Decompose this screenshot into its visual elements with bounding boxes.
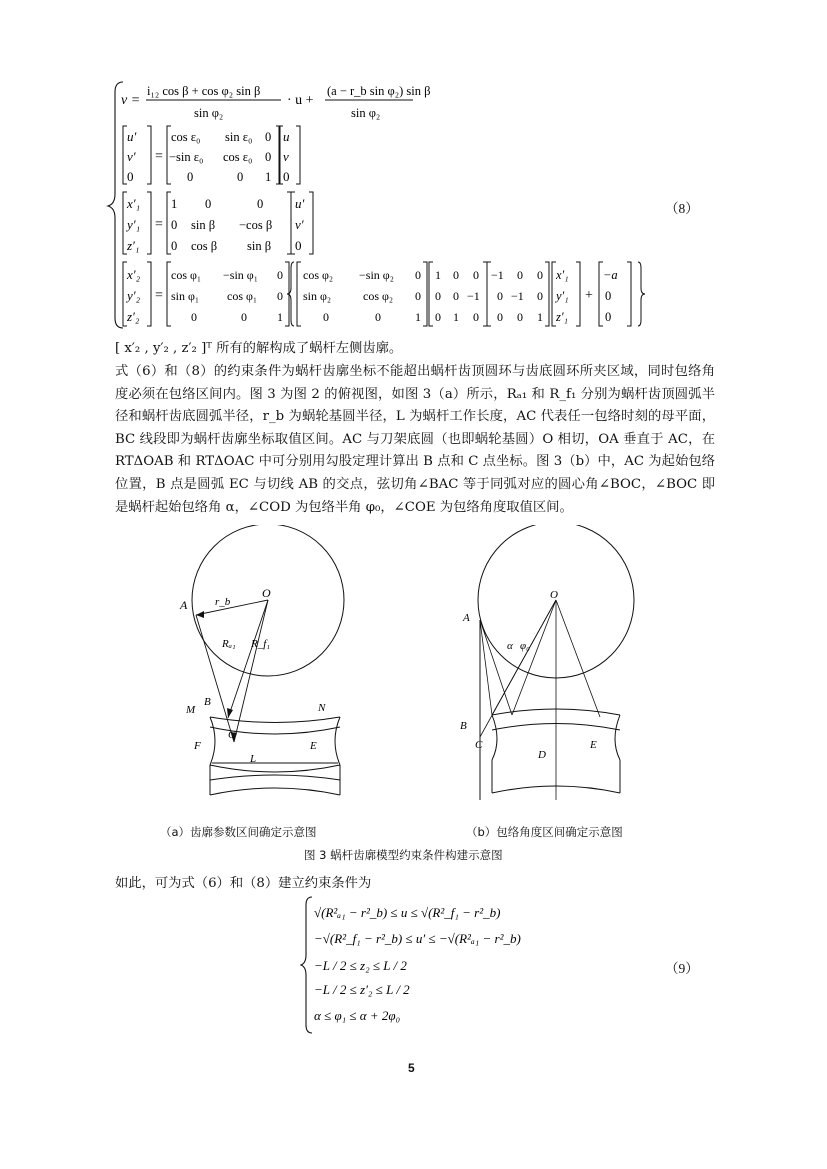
equation-9 [300,893,530,1038]
svg-text:1: 1 [265,170,272,184]
svg-text:1: 1 [415,310,421,324]
svg-text:−sin φ₁: −sin φ₁ [223,268,258,282]
svg-text:0: 0 [453,289,459,303]
eq8-v-mid: · u + [287,93,314,108]
svg-text:−1: −1 [467,289,480,303]
svg-text:0: 0 [265,150,272,164]
equation-9-tag: （9） [665,961,699,976]
equation-brace [108,82,123,328]
svg-text:−1: −1 [511,289,524,303]
eq8-matrix-row2 [123,126,300,184]
svg-text:cos ε₀: cos ε₀ [223,150,253,164]
page-number: 5 [408,1061,415,1075]
eq8-matrix-row4 [123,262,645,326]
svg-text:B: B [460,720,467,732]
svg-text:0: 0 [191,310,197,324]
svg-text:E: E [590,739,597,751]
svg-text:y′₁: y′₁ [127,217,141,232]
svg-text:0: 0 [473,268,479,282]
svg-text:cos φ₁: cos φ₁ [227,289,258,303]
svg-text:sin β: sin β [191,218,216,232]
svg-text:sin φ₂: sin φ₂ [303,289,332,303]
svg-text:0: 0 [517,268,523,282]
svg-text:0: 0 [537,289,543,303]
figure-3a-diagram [179,525,344,795]
svg-text:v: v [283,149,289,164]
svg-text:1: 1 [537,310,543,324]
svg-text:cos ε₀: cos ε₀ [171,130,201,144]
svg-text:F: F [194,740,201,752]
equation-8 [105,78,665,333]
eq9-line-1: √(R²ₐ₁ − r²_b) ≤ u ≤ √(R²_f₁ − r²_b) [314,905,501,920]
svg-text:0: 0 [497,289,503,303]
svg-text:r_b: r_b [215,596,231,608]
svg-text:Rₐ₁: Rₐ₁ [222,638,236,650]
eq9-line-3: −L / 2 ≤ z₂ ≤ L / 2 [314,958,407,973]
svg-text:0: 0 [277,289,283,303]
svg-text:0: 0 [497,310,503,324]
svg-text:0: 0 [283,169,290,184]
svg-text:0: 0 [237,170,244,184]
svg-text:0: 0 [473,310,479,324]
svg-text:0: 0 [277,268,283,282]
eq9-line-2: −√(R²_f₁ − r²_b) ≤ u′ ≤ −√(R²ₐ₁ − r²_b) [314,931,521,946]
svg-text:=: = [155,217,163,232]
svg-text:0: 0 [265,130,272,144]
svg-text:0: 0 [295,238,302,253]
svg-text:−a: −a [603,268,618,282]
svg-text:z′₁: z′₁ [556,310,568,324]
svg-text:0: 0 [171,239,178,253]
svg-text:=: = [155,149,163,164]
svg-text:C: C [475,739,483,751]
svg-text:−cos β: −cos β [239,218,273,232]
svg-text:0: 0 [435,289,441,303]
paragraph-establish-constraints: 如此，可为式（6）和（8）建立约束条件为 [115,876,372,891]
eq8-v-lhs: v = [121,93,141,108]
svg-text:z′₂: z′₂ [127,309,140,324]
svg-text:N: N [318,702,326,714]
svg-text:−1: −1 [491,268,504,282]
svg-text:sin φ₁: sin φ₁ [171,289,200,303]
svg-text:O: O [262,586,271,600]
svg-text:sin β: sin β [247,239,272,253]
svg-text:−sin φ₂: −sin φ₂ [359,268,394,282]
svg-text:0: 0 [171,218,178,232]
svg-text:cos φ₂: cos φ₂ [303,268,334,282]
figure-3a-caption: （a）齿廓参数区间确定示意图 [160,825,317,839]
svg-text:−sin ε₀: −sin ε₀ [169,150,204,164]
svg-text:0: 0 [323,310,329,324]
paragraph-solution-note: [ x′₂ , y′₂ , z′₂ ]ᵀ 所有的解构成了蜗杆左侧齿廓。 [115,341,403,356]
svg-text:0: 0 [605,289,612,303]
svg-text:M: M [186,704,196,716]
svg-text:B: B [204,696,211,708]
svg-text:cos β: cos β [191,239,218,253]
eq8-v-num2: (a − r_b sin φ₂) sin β [327,84,431,98]
svg-text:0: 0 [453,268,459,282]
svg-text:C: C [228,729,236,741]
svg-text:x′₂: x′₂ [127,267,141,282]
svg-text:0: 0 [257,197,264,211]
svg-text:0: 0 [187,170,194,184]
svg-text:D: D [538,749,546,761]
svg-text:1: 1 [277,310,283,324]
svg-text:φ₀: φ₀ [520,640,530,652]
figure-3 [170,525,670,825]
svg-text:0: 0 [537,268,543,282]
eq8-v-den1: sin φ₂ [194,106,224,120]
eq8-matrix-row3 [123,192,313,254]
svg-text:R_f₁: R_f₁ [251,638,271,650]
svg-text:u′: u′ [295,196,305,211]
svg-text:0: 0 [435,310,441,324]
svg-text:1: 1 [171,197,178,211]
svg-text:v′: v′ [127,149,136,164]
svg-text:x′₁: x′₁ [127,196,141,211]
svg-text:+: + [585,288,593,303]
svg-text:0: 0 [205,197,212,211]
svg-text:0: 0 [127,169,134,184]
eq8-v-num1: i₁₂ cos β + cos φ₂ sin β [147,84,261,98]
eq9-line-4: −L / 2 ≤ z′₂ ≤ L / 2 [314,982,410,997]
svg-text:L: L [250,753,257,765]
svg-text:0: 0 [241,310,247,324]
svg-text:v′: v′ [295,217,304,232]
svg-text:z′₁: z′₁ [127,238,140,253]
svg-text:0: 0 [605,310,612,324]
svg-text:0: 0 [415,268,421,282]
eq8-v-den2: sin φ₂ [351,106,381,120]
figure-3-caption: 图 3 蜗杆齿廓模型约束条件构建示意图 [304,848,503,862]
svg-text:0: 0 [415,289,421,303]
svg-text:=: = [155,288,163,303]
svg-text:u′: u′ [127,129,137,144]
svg-text:y′₁: y′₁ [556,289,569,303]
svg-text:1: 1 [435,268,441,282]
svg-text:A: A [463,612,470,624]
svg-text:u: u [283,129,290,144]
svg-text:cos φ₂: cos φ₂ [363,289,394,303]
figure-3b-caption: （b）包络角度区间确定示意图 [466,825,623,839]
equation-8-tag: （8） [665,201,699,216]
eq9-line-5: α ≤ φ₁ ≤ α + 2φ₀ [314,1008,401,1023]
svg-text:A: A [180,598,188,612]
svg-text:0: 0 [517,310,523,324]
svg-text:cos φ₁: cos φ₁ [171,268,202,282]
svg-text:E: E [310,740,317,752]
svg-text:y′₂: y′₂ [127,288,141,303]
svg-text:α: α [507,640,513,652]
svg-text:x′₁: x′₁ [556,268,569,282]
paragraph-constraints: 式（6）和（8）的约束条件为蜗杆齿廓坐标不能超出蜗杆齿顶圆环与齿底圆环所夹区域，同时包络角度必须在包络区间内。图 3 为图 2 的俯视图，如图 3（a）所示，Rₐ₁ 和 R_f₁ 分别为蜗杆齿顶圆弧半径和蜗杆齿底圆弧半径，r_b 为蜗轮基圆半径，L 为蜗杆工作长度，AC 代表任一包络时刻的母平面，BC 线段即为蜗杆齿廓坐标取值区间。AC 与刀架底圆（也即蜗轮基圆）O 相切，OA 垂直于 AC，在 RTΔOAB 和 RTΔOAC 中可分别用勾股定理计算出 B 点和 C 点坐标。图 3（b）中，AC 为起始包络位置，B 点是圆弧 EC 与切线 AB 的交点，弦切角∠BAC 等于同弧对应的圆心角∠BOC，∠BOC 即是蜗杆起始包络角 α，∠COD 为包络半角 φ₀，∠COE 为包络角度取值区间。 [115,364,715,515]
svg-text:O: O [550,589,558,601]
figure-3b-diagram [460,525,634,800]
svg-text:1: 1 [453,310,459,324]
svg-text:sin ε₀: sin ε₀ [225,130,253,144]
svg-text:0: 0 [375,310,381,324]
